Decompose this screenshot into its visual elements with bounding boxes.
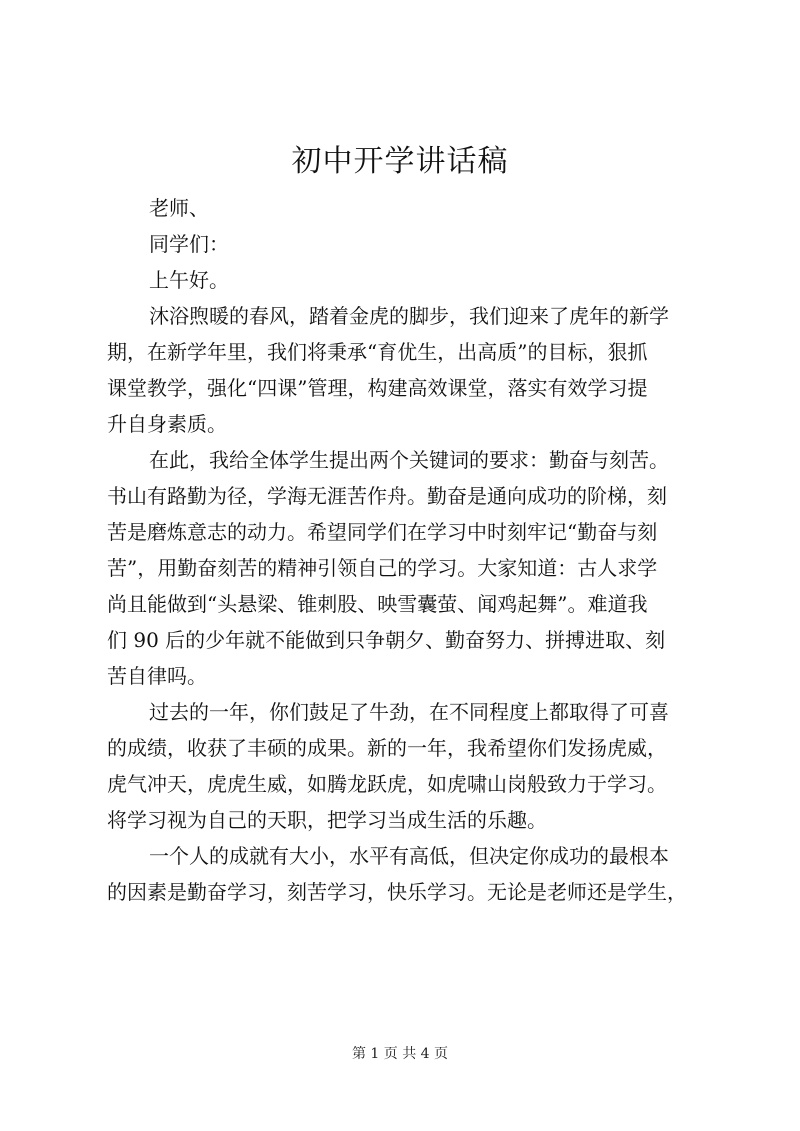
paragraph-line: 课堂教学，强化“四课”管理，构建高效课堂，落实有效学习提 [107,376,648,400]
paragraph [107,838,707,910]
document-body [107,190,707,910]
paragraph-line: 虎气冲天，虎虎生威，如腾龙跃虎，如虎啸山岗般致力于学习。 [107,772,667,796]
paragraph-line: 沐浴煦暖的春风，踏着金虎的脚步，我们迎来了虎年的新学 [149,304,669,328]
paragraph-line: 升自身素质。 [107,412,227,436]
paragraph-line: 苦自律吗。 [107,664,207,688]
paragraph [107,298,707,442]
paragraph-line: 书山有路勤为径，学海无涯苦作舟。勤奋是通向成功的阶梯，刻 [107,484,667,508]
paragraph-line: 将学习视为自己的天职，把学习当成生活的乐趣。 [107,808,547,832]
paragraph-line: 尚且能做到“头悬梁、锥刺股、映雪囊萤、闻鸡起舞”。难道我 [107,592,648,616]
paragraph-line: 过去的一年，你们鼓足了牛劲，在不同程度上都取得了可喜 [149,700,669,724]
document-title: 初中开学讲话稿 [291,144,509,179]
paragraph [107,442,707,694]
greeting-line: 上午好。 [149,268,229,292]
paragraph-line: 一个人的成就有大小，水平有高低，但决定你成功的最根本 [149,844,669,868]
paragraph-line: 期，在新学年里，我们将秉承“育优生，出高质”的目标，狠抓 [107,340,648,364]
page-number-footer: 第 1 页 共 4 页 [351,1046,449,1062]
paragraph-line: 在此，我给全体学生提出两个关键词的要求：勤奋与刻苦。 [149,448,669,472]
paragraph-line: 苦是磨炼意志的动力。希望同学们在学习中时刻牢记“勤奋与刻 [107,520,658,544]
paragraph [107,694,707,838]
greeting-line: 同学们： [149,232,229,256]
greeting-line: 老师、 [149,196,209,220]
paragraph-line: 的因素是勤奋学习，刻苦学习，快乐学习。无论是老师还是学生， [107,880,687,904]
paragraph-line: 苦”，用勤奋刻苦的精神引领自己的学习。大家知道：古人求学 [107,556,658,580]
paragraph-line: 们 90 后的少年就不能做到只争朝夕、勤奋努力、拼搏进取、刻 [107,628,666,652]
paragraph-line: 的成绩，收获了丰硕的成果。新的一年，我希望你们发扬虎威， [107,736,667,760]
